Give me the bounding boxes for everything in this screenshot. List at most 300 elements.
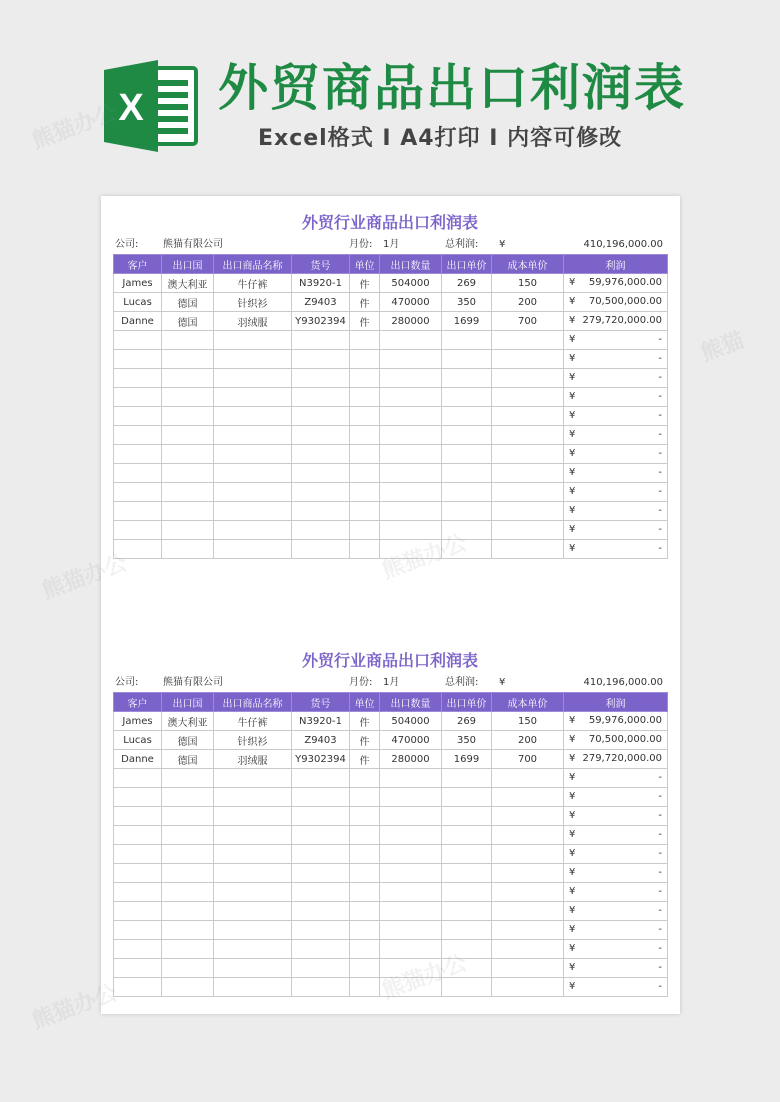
cell-sku[interactable] — [292, 502, 350, 521]
cell-customer[interactable] — [114, 788, 162, 807]
cell-sku[interactable] — [292, 483, 350, 502]
cell-sku[interactable] — [292, 407, 350, 426]
cell-profit[interactable] — [564, 978, 668, 997]
cell-cost[interactable] — [492, 464, 564, 483]
cell-customer[interactable] — [114, 864, 162, 883]
cell-price[interactable] — [442, 369, 492, 388]
cell-customer[interactable] — [114, 921, 162, 940]
cell-cost[interactable] — [492, 407, 564, 426]
profit-currency: ¥ — [569, 829, 576, 840]
cell-profit[interactable] — [564, 902, 668, 921]
cell-customer[interactable] — [114, 769, 162, 788]
cell-country[interactable] — [162, 826, 214, 845]
cell-qty[interactable]: 470000 — [380, 731, 442, 750]
cell-price[interactable]: 1699 — [442, 750, 492, 769]
cell-country[interactable] — [162, 502, 214, 521]
cell-product[interactable] — [214, 826, 292, 845]
cell-unit[interactable] — [350, 978, 380, 997]
cell-country[interactable] — [162, 807, 214, 826]
cell-qty[interactable] — [380, 407, 442, 426]
cell-price[interactable] — [442, 788, 492, 807]
cell-customer[interactable] — [114, 407, 162, 426]
cell-sku[interactable] — [292, 940, 350, 959]
cell-sku[interactable] — [292, 959, 350, 978]
cell-profit[interactable] — [564, 388, 668, 407]
cell-unit[interactable]: 件 — [350, 312, 380, 331]
cell-qty[interactable] — [380, 521, 442, 540]
cell-price[interactable] — [442, 407, 492, 426]
cell-qty[interactable] — [380, 978, 442, 997]
cell-product[interactable]: 牛仔裤 — [214, 712, 292, 731]
cell-sku[interactable] — [292, 902, 350, 921]
cell-product[interactable] — [214, 331, 292, 350]
cell-customer[interactable] — [114, 350, 162, 369]
cell-country[interactable]: 德国 — [162, 750, 214, 769]
cell-cost[interactable]: 200 — [492, 293, 564, 312]
cell-qty[interactable] — [380, 502, 442, 521]
cell-cost[interactable] — [492, 388, 564, 407]
cell-product[interactable] — [214, 807, 292, 826]
cell-price[interactable] — [442, 940, 492, 959]
cell-price[interactable] — [442, 331, 492, 350]
cell-country[interactable] — [162, 978, 214, 997]
cell-country[interactable] — [162, 921, 214, 940]
cell-cost[interactable] — [492, 826, 564, 845]
cell-product[interactable]: 针织衫 — [214, 293, 292, 312]
cell-unit[interactable] — [350, 921, 380, 940]
cell-cost[interactable] — [492, 502, 564, 521]
cell-unit[interactable] — [350, 388, 380, 407]
cell-profit[interactable] — [564, 521, 668, 540]
cell-cost[interactable] — [492, 940, 564, 959]
cell-qty[interactable]: 280000 — [380, 750, 442, 769]
cell-country[interactable] — [162, 788, 214, 807]
cell-product[interactable] — [214, 978, 292, 997]
cell-unit[interactable] — [350, 845, 380, 864]
table-row — [114, 464, 668, 483]
cell-unit[interactable] — [350, 940, 380, 959]
cell-customer[interactable] — [114, 940, 162, 959]
cell-profit[interactable] — [564, 921, 668, 940]
cell-sku[interactable] — [292, 845, 350, 864]
cell-price[interactable]: 1699 — [442, 312, 492, 331]
cell-product[interactable]: 羽绒服 — [214, 750, 292, 769]
cell-customer[interactable] — [114, 807, 162, 826]
cell-product[interactable] — [214, 540, 292, 559]
cell-qty[interactable]: 504000 — [380, 274, 442, 293]
cell-unit[interactable] — [350, 521, 380, 540]
cell-cost[interactable]: 150 — [492, 712, 564, 731]
cell-country[interactable] — [162, 445, 214, 464]
cell-sku[interactable] — [292, 769, 350, 788]
cell-unit[interactable]: 件 — [350, 750, 380, 769]
cell-product[interactable] — [214, 350, 292, 369]
cell-sku[interactable] — [292, 464, 350, 483]
cell-profit[interactable] — [564, 959, 668, 978]
cell-qty[interactable] — [380, 902, 442, 921]
cell-product[interactable] — [214, 788, 292, 807]
cell-qty[interactable] — [380, 388, 442, 407]
cell-product[interactable] — [214, 483, 292, 502]
cell-qty[interactable] — [380, 864, 442, 883]
cell-price[interactable] — [442, 959, 492, 978]
cell-unit[interactable] — [350, 883, 380, 902]
cell-customer[interactable] — [114, 369, 162, 388]
cell-sku[interactable] — [292, 788, 350, 807]
column-header: 利润 — [564, 693, 668, 712]
cell-profit[interactable] — [564, 350, 668, 369]
cell-profit[interactable] — [564, 712, 668, 731]
cell-sku[interactable]: N3920-1 — [292, 712, 350, 731]
cell-unit[interactable] — [350, 369, 380, 388]
cell-customer[interactable] — [114, 826, 162, 845]
cell-product[interactable] — [214, 940, 292, 959]
cell-price[interactable]: 350 — [442, 731, 492, 750]
cell-price[interactable] — [442, 521, 492, 540]
cell-unit[interactable] — [350, 426, 380, 445]
cell-customer[interactable] — [114, 426, 162, 445]
cell-cost[interactable] — [492, 521, 564, 540]
cell-unit[interactable]: 件 — [350, 293, 380, 312]
cell-qty[interactable] — [380, 845, 442, 864]
cell-sku[interactable] — [292, 369, 350, 388]
cell-cost[interactable]: 200 — [492, 731, 564, 750]
cell-qty[interactable] — [380, 921, 442, 940]
table-row — [114, 769, 668, 788]
cell-profit[interactable] — [564, 464, 668, 483]
cell-sku[interactable] — [292, 521, 350, 540]
cell-price[interactable] — [442, 769, 492, 788]
cell-price[interactable] — [442, 540, 492, 559]
cell-sku[interactable]: Y9302394 — [292, 312, 350, 331]
cell-profit[interactable] — [564, 845, 668, 864]
cell-cost[interactable] — [492, 426, 564, 445]
cell-product[interactable] — [214, 864, 292, 883]
cell-country[interactable] — [162, 331, 214, 350]
cell-customer[interactable]: James — [114, 712, 162, 731]
cell-country[interactable] — [162, 483, 214, 502]
cell-price[interactable] — [442, 978, 492, 997]
cell-profit[interactable] — [564, 331, 668, 350]
cell-profit[interactable] — [564, 540, 668, 559]
table-row — [114, 369, 668, 388]
cell-sku[interactable] — [292, 921, 350, 940]
cell-qty[interactable] — [380, 540, 442, 559]
cell-product[interactable] — [214, 521, 292, 540]
cell-qty[interactable] — [380, 350, 442, 369]
cell-country[interactable] — [162, 521, 214, 540]
cell-country[interactable] — [162, 426, 214, 445]
cell-qty[interactable]: 280000 — [380, 312, 442, 331]
cell-profit[interactable] — [564, 864, 668, 883]
cell-price[interactable] — [442, 845, 492, 864]
cell-profit[interactable] — [564, 274, 668, 293]
profit-amount: 70,500,000.00 — [588, 296, 662, 307]
cell-sku[interactable] — [292, 388, 350, 407]
cell-product[interactable] — [214, 921, 292, 940]
total-profit-currency: ¥ — [499, 677, 506, 688]
cell-profit[interactable] — [564, 483, 668, 502]
cell-country[interactable] — [162, 845, 214, 864]
cell-price[interactable] — [442, 483, 492, 502]
cell-sku[interactable] — [292, 331, 350, 350]
profit-amount: - — [658, 448, 662, 459]
profit-amount: - — [658, 543, 662, 554]
cell-profit[interactable] — [564, 426, 668, 445]
cell-cost[interactable] — [492, 331, 564, 350]
cell-customer[interactable]: Danne — [114, 750, 162, 769]
cell-qty[interactable] — [380, 369, 442, 388]
cell-unit[interactable]: 件 — [350, 712, 380, 731]
cell-price[interactable] — [442, 921, 492, 940]
cell-price[interactable] — [442, 902, 492, 921]
cell-customer[interactable] — [114, 959, 162, 978]
cell-unit[interactable] — [350, 331, 380, 350]
cell-cost[interactable]: 700 — [492, 750, 564, 769]
cell-unit[interactable] — [350, 769, 380, 788]
cell-product[interactable] — [214, 369, 292, 388]
profit-currency: ¥ — [569, 372, 576, 383]
profit-currency: ¥ — [569, 315, 576, 326]
cell-unit[interactable] — [350, 864, 380, 883]
cell-country[interactable]: 德国 — [162, 731, 214, 750]
cell-price[interactable] — [442, 864, 492, 883]
cell-sku[interactable] — [292, 445, 350, 464]
cell-customer[interactable]: Lucas — [114, 293, 162, 312]
cell-sku[interactable] — [292, 807, 350, 826]
cell-customer[interactable]: Lucas — [114, 731, 162, 750]
cell-unit[interactable] — [350, 788, 380, 807]
cell-price[interactable] — [442, 426, 492, 445]
cell-customer[interactable] — [114, 978, 162, 997]
cell-qty[interactable] — [380, 483, 442, 502]
cell-profit[interactable] — [564, 312, 668, 331]
cell-profit[interactable] — [564, 769, 668, 788]
cell-sku[interactable]: Z9403 — [292, 731, 350, 750]
cell-customer[interactable] — [114, 902, 162, 921]
profit-amount: 70,500,000.00 — [588, 734, 662, 745]
cell-profit[interactable] — [564, 788, 668, 807]
cell-product[interactable] — [214, 959, 292, 978]
profit-amount: - — [658, 962, 662, 973]
cell-sku[interactable]: Z9403 — [292, 293, 350, 312]
cell-cost[interactable] — [492, 369, 564, 388]
cell-profit[interactable] — [564, 445, 668, 464]
cell-sku[interactable] — [292, 540, 350, 559]
cell-customer[interactable] — [114, 540, 162, 559]
cell-cost[interactable] — [492, 959, 564, 978]
cell-country[interactable] — [162, 388, 214, 407]
cell-country[interactable]: 德国 — [162, 312, 214, 331]
cell-price[interactable] — [442, 445, 492, 464]
cell-price[interactable] — [442, 807, 492, 826]
cell-country[interactable] — [162, 540, 214, 559]
cell-unit[interactable]: 件 — [350, 731, 380, 750]
profit-amount: - — [658, 505, 662, 516]
cell-unit[interactable] — [350, 502, 380, 521]
cell-product[interactable] — [214, 883, 292, 902]
cell-cost[interactable] — [492, 845, 564, 864]
cell-profit[interactable] — [564, 883, 668, 902]
cell-customer[interactable]: Danne — [114, 312, 162, 331]
cell-qty[interactable] — [380, 788, 442, 807]
cell-price[interactable] — [442, 502, 492, 521]
cell-country[interactable] — [162, 940, 214, 959]
cell-country[interactable] — [162, 902, 214, 921]
month-value: 1月 — [383, 239, 400, 250]
cell-price[interactable] — [442, 826, 492, 845]
cell-country[interactable] — [162, 883, 214, 902]
page-subtitle: Excel格式 I A4打印 I 内容可修改 — [258, 126, 623, 151]
cell-customer[interactable] — [114, 483, 162, 502]
cell-country[interactable] — [162, 769, 214, 788]
company-value: 熊猫有限公司 — [163, 239, 223, 250]
cell-cost[interactable] — [492, 978, 564, 997]
cell-customer[interactable] — [114, 464, 162, 483]
cell-unit[interactable] — [350, 464, 380, 483]
cell-country[interactable] — [162, 407, 214, 426]
cell-qty[interactable] — [380, 807, 442, 826]
cell-customer[interactable]: James — [114, 274, 162, 293]
cell-profit[interactable] — [564, 407, 668, 426]
cell-product[interactable] — [214, 445, 292, 464]
cell-cost[interactable]: 150 — [492, 274, 564, 293]
column-header: 单位 — [350, 693, 380, 712]
cell-unit[interactable] — [350, 445, 380, 464]
cell-unit[interactable] — [350, 902, 380, 921]
cell-sku[interactable] — [292, 978, 350, 997]
cell-qty[interactable] — [380, 826, 442, 845]
cell-cost[interactable] — [492, 483, 564, 502]
cell-unit[interactable] — [350, 483, 380, 502]
cell-cost[interactable] — [492, 540, 564, 559]
cell-country[interactable]: 澳大利亚 — [162, 274, 214, 293]
cell-price[interactable] — [442, 464, 492, 483]
cell-unit[interactable] — [350, 826, 380, 845]
cell-cost[interactable] — [492, 788, 564, 807]
cell-cost[interactable]: 700 — [492, 312, 564, 331]
cell-country[interactable] — [162, 464, 214, 483]
cell-qty[interactable] — [380, 940, 442, 959]
cell-product[interactable] — [214, 845, 292, 864]
cell-product[interactable] — [214, 426, 292, 445]
sheet-paper — [101, 196, 680, 1014]
cell-unit[interactable]: 件 — [350, 274, 380, 293]
cell-qty[interactable] — [380, 883, 442, 902]
cell-product[interactable]: 牛仔裤 — [214, 274, 292, 293]
cell-country[interactable] — [162, 350, 214, 369]
cell-profit[interactable] — [564, 731, 668, 750]
table-row — [114, 312, 668, 331]
cell-cost[interactable] — [492, 864, 564, 883]
cell-sku[interactable]: N3920-1 — [292, 274, 350, 293]
cell-cost[interactable] — [492, 807, 564, 826]
cell-profit[interactable] — [564, 826, 668, 845]
cell-price[interactable] — [442, 388, 492, 407]
cell-qty[interactable] — [380, 445, 442, 464]
cell-country[interactable] — [162, 369, 214, 388]
cell-sku[interactable] — [292, 426, 350, 445]
cell-qty[interactable] — [380, 426, 442, 445]
cell-price[interactable]: 269 — [442, 712, 492, 731]
column-header: 利润 — [564, 255, 668, 274]
cell-profit[interactable] — [564, 502, 668, 521]
cell-sku[interactable] — [292, 883, 350, 902]
cell-unit[interactable] — [350, 540, 380, 559]
cell-sku[interactable] — [292, 350, 350, 369]
cell-sku[interactable] — [292, 864, 350, 883]
cell-product[interactable]: 羽绒服 — [214, 312, 292, 331]
cell-qty[interactable] — [380, 769, 442, 788]
cell-price[interactable]: 350 — [442, 293, 492, 312]
cell-product[interactable] — [214, 407, 292, 426]
cell-product[interactable] — [214, 769, 292, 788]
cell-country[interactable] — [162, 864, 214, 883]
cell-cost[interactable] — [492, 350, 564, 369]
cell-profit[interactable] — [564, 369, 668, 388]
cell-qty[interactable]: 470000 — [380, 293, 442, 312]
cell-customer[interactable] — [114, 445, 162, 464]
profit-currency: ¥ — [569, 334, 576, 345]
table-row — [114, 883, 668, 902]
cell-unit[interactable] — [350, 407, 380, 426]
cell-qty[interactable] — [380, 959, 442, 978]
cell-product[interactable]: 针织衫 — [214, 731, 292, 750]
header — [0, 0, 780, 190]
cell-product[interactable] — [214, 502, 292, 521]
cell-customer[interactable] — [114, 331, 162, 350]
cell-cost[interactable] — [492, 769, 564, 788]
cell-country[interactable]: 澳大利亚 — [162, 712, 214, 731]
cell-product[interactable] — [214, 464, 292, 483]
cell-profit[interactable] — [564, 750, 668, 769]
cell-unit[interactable] — [350, 350, 380, 369]
cell-customer[interactable] — [114, 502, 162, 521]
cell-product[interactable] — [214, 388, 292, 407]
cell-cost[interactable] — [492, 883, 564, 902]
cell-customer[interactable] — [114, 883, 162, 902]
cell-qty[interactable] — [380, 331, 442, 350]
profit-currency: ¥ — [569, 753, 576, 764]
cell-profit[interactable] — [564, 807, 668, 826]
cell-sku[interactable]: Y9302394 — [292, 750, 350, 769]
cell-cost[interactable] — [492, 445, 564, 464]
cell-price[interactable] — [442, 883, 492, 902]
cell-profit[interactable] — [564, 293, 668, 312]
cell-country[interactable] — [162, 959, 214, 978]
cell-cost[interactable] — [492, 902, 564, 921]
profit-currency: ¥ — [569, 486, 576, 497]
profit-currency: ¥ — [569, 772, 576, 783]
cell-country[interactable]: 德国 — [162, 293, 214, 312]
cell-customer[interactable] — [114, 388, 162, 407]
cell-price[interactable] — [442, 350, 492, 369]
cell-cost[interactable] — [492, 921, 564, 940]
cell-customer[interactable] — [114, 521, 162, 540]
table-row — [114, 521, 668, 540]
cell-qty[interactable]: 504000 — [380, 712, 442, 731]
cell-profit[interactable] — [564, 940, 668, 959]
cell-product[interactable] — [214, 902, 292, 921]
table-row — [114, 331, 668, 350]
cell-customer[interactable] — [114, 845, 162, 864]
cell-price[interactable]: 269 — [442, 274, 492, 293]
profit-amount: - — [658, 429, 662, 440]
cell-unit[interactable] — [350, 959, 380, 978]
cell-sku[interactable] — [292, 826, 350, 845]
cell-qty[interactable] — [380, 464, 442, 483]
cell-unit[interactable] — [350, 807, 380, 826]
